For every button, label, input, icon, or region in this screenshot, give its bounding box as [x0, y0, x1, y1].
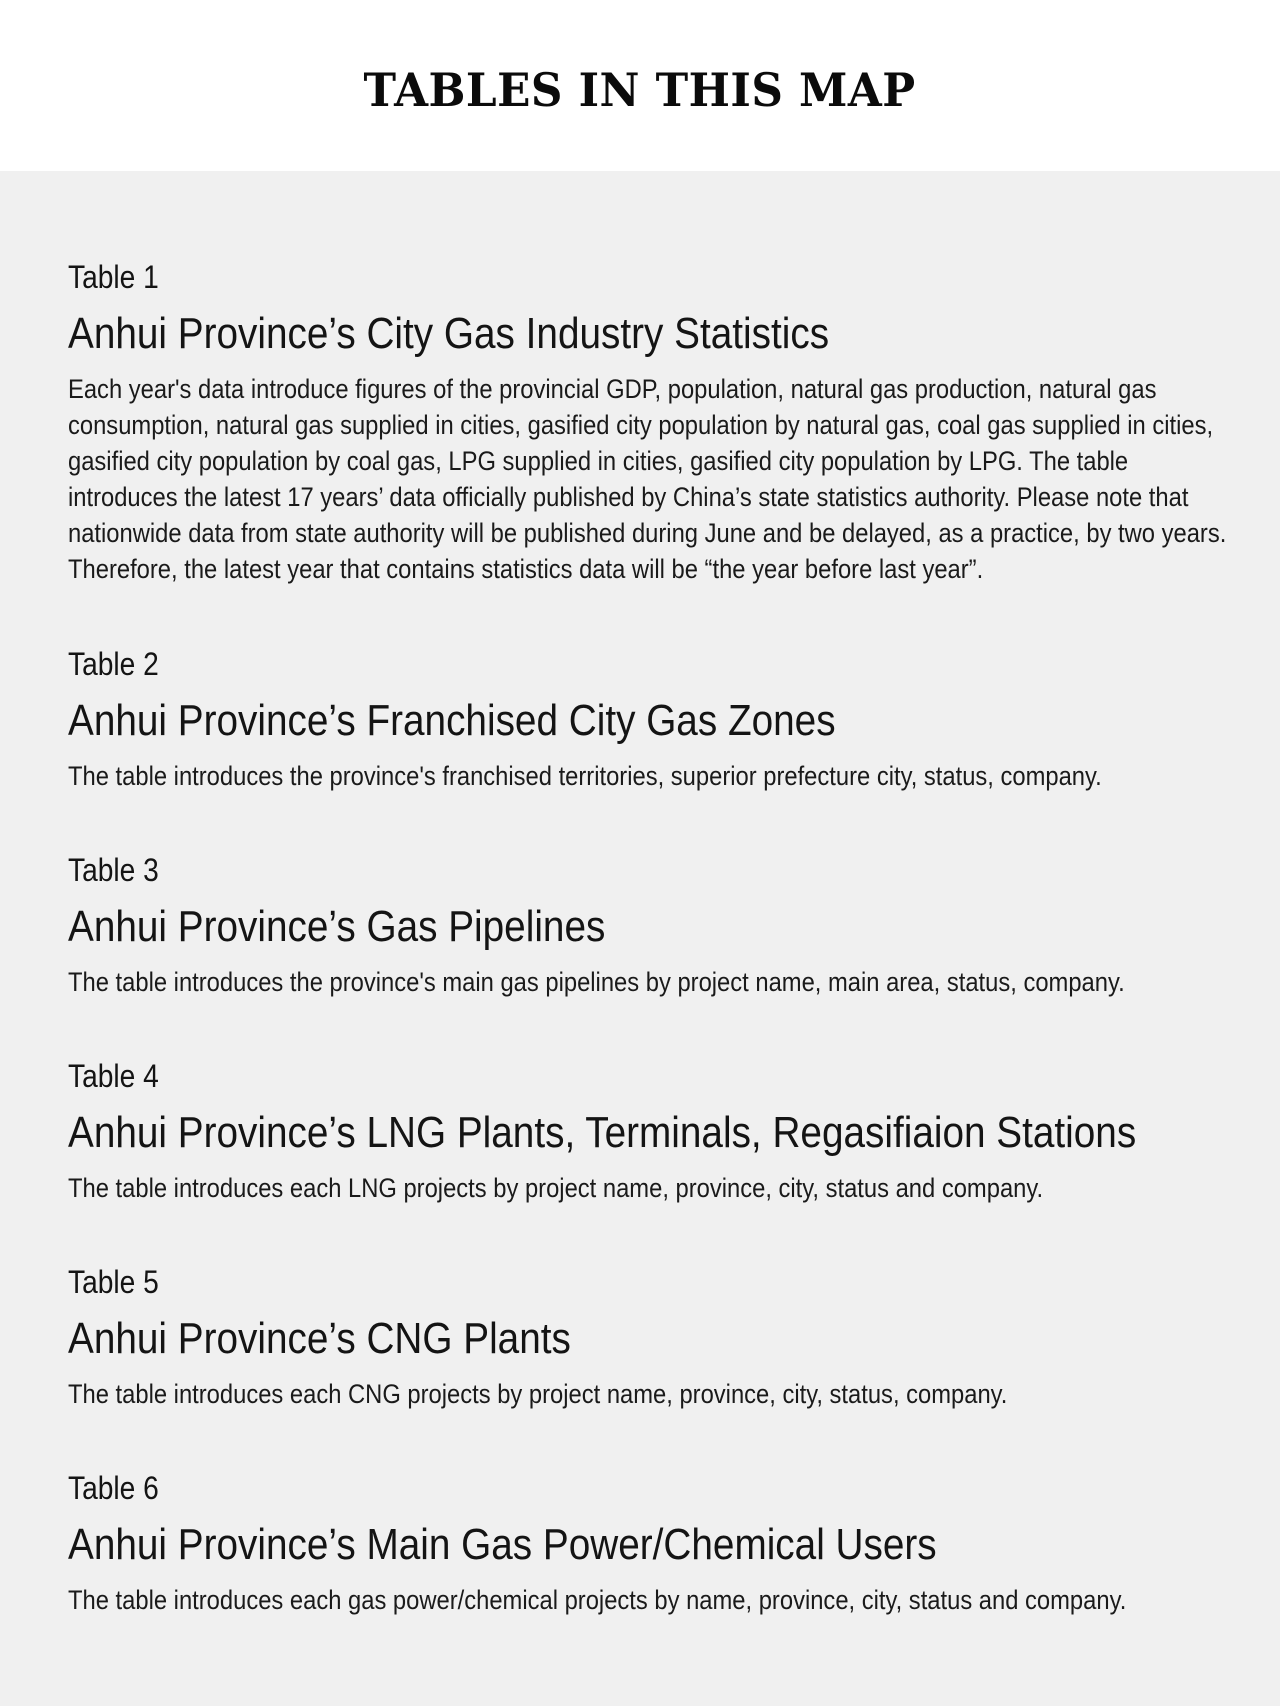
table-label: Table 4	[68, 1058, 159, 1094]
table-label: Table 1	[68, 259, 159, 295]
table-description: The table introduces each CNG projects by project name, province, city, status, company.	[68, 1379, 1008, 1409]
page-header	[0, 0, 1280, 171]
table-description: Each year's data introduce figures of the provincial GDP, population, natural gas production, natural gas consumption, natural gas supplied in cities, gasified city population by natural gas, coal gas supplied in cities, gasified city population by coal gas, LPG supplied in cities, gasified city population by LPG. The table introduces the latest 17 years’ data officially published by China’s state statistics authority. Please note that nationwide data from state authority will be published during June and be delayed, as a practice, by two years. Therefore, the latest year that contains statistics data will be “the year before last year”.	[68, 374, 1227, 584]
table-title: Anhui Province’s Gas Pipelines	[68, 902, 606, 951]
tables-list	[0, 171, 1280, 1706]
table-title: Anhui Province’s CNG Plants	[68, 1314, 571, 1363]
table-label: Table 6	[68, 1470, 159, 1506]
table-title: Anhui Province’s LNG Plants, Terminals, Regasifiaion Stations	[68, 1108, 1137, 1157]
table-description: The table introduces the province's franchised territories, superior prefecture city, status, company.	[68, 761, 1102, 791]
table-label: Table 5	[68, 1264, 159, 1300]
table-description: The table introduces each LNG projects by project name, province, city, status and company.	[68, 1173, 1044, 1203]
table-label: Table 3	[68, 852, 159, 888]
table-entry-1	[68, 259, 1228, 587]
table-entry-3	[68, 852, 1228, 1000]
table-title: Anhui Province’s Main Gas Power/Chemical Users	[68, 1520, 937, 1569]
table-entry-4	[68, 1058, 1228, 1206]
table-description: The table introduces the province's main gas pipelines by project name, main area, status, company.	[68, 967, 1125, 997]
table-title: Anhui Province’s City Gas Industry Statistics	[68, 309, 830, 358]
table-description: The table introduces each gas power/chemical projects by name, province, city, status and company.	[68, 1585, 1127, 1615]
page-title: TABLES IN THIS MAP	[363, 62, 917, 117]
table-entry-6	[68, 1470, 1228, 1618]
table-entry-2	[68, 646, 1228, 794]
table-label: Table 2	[68, 646, 159, 682]
table-title: Anhui Province’s Franchised City Gas Zones	[68, 696, 836, 745]
table-entry-5	[68, 1264, 1228, 1412]
